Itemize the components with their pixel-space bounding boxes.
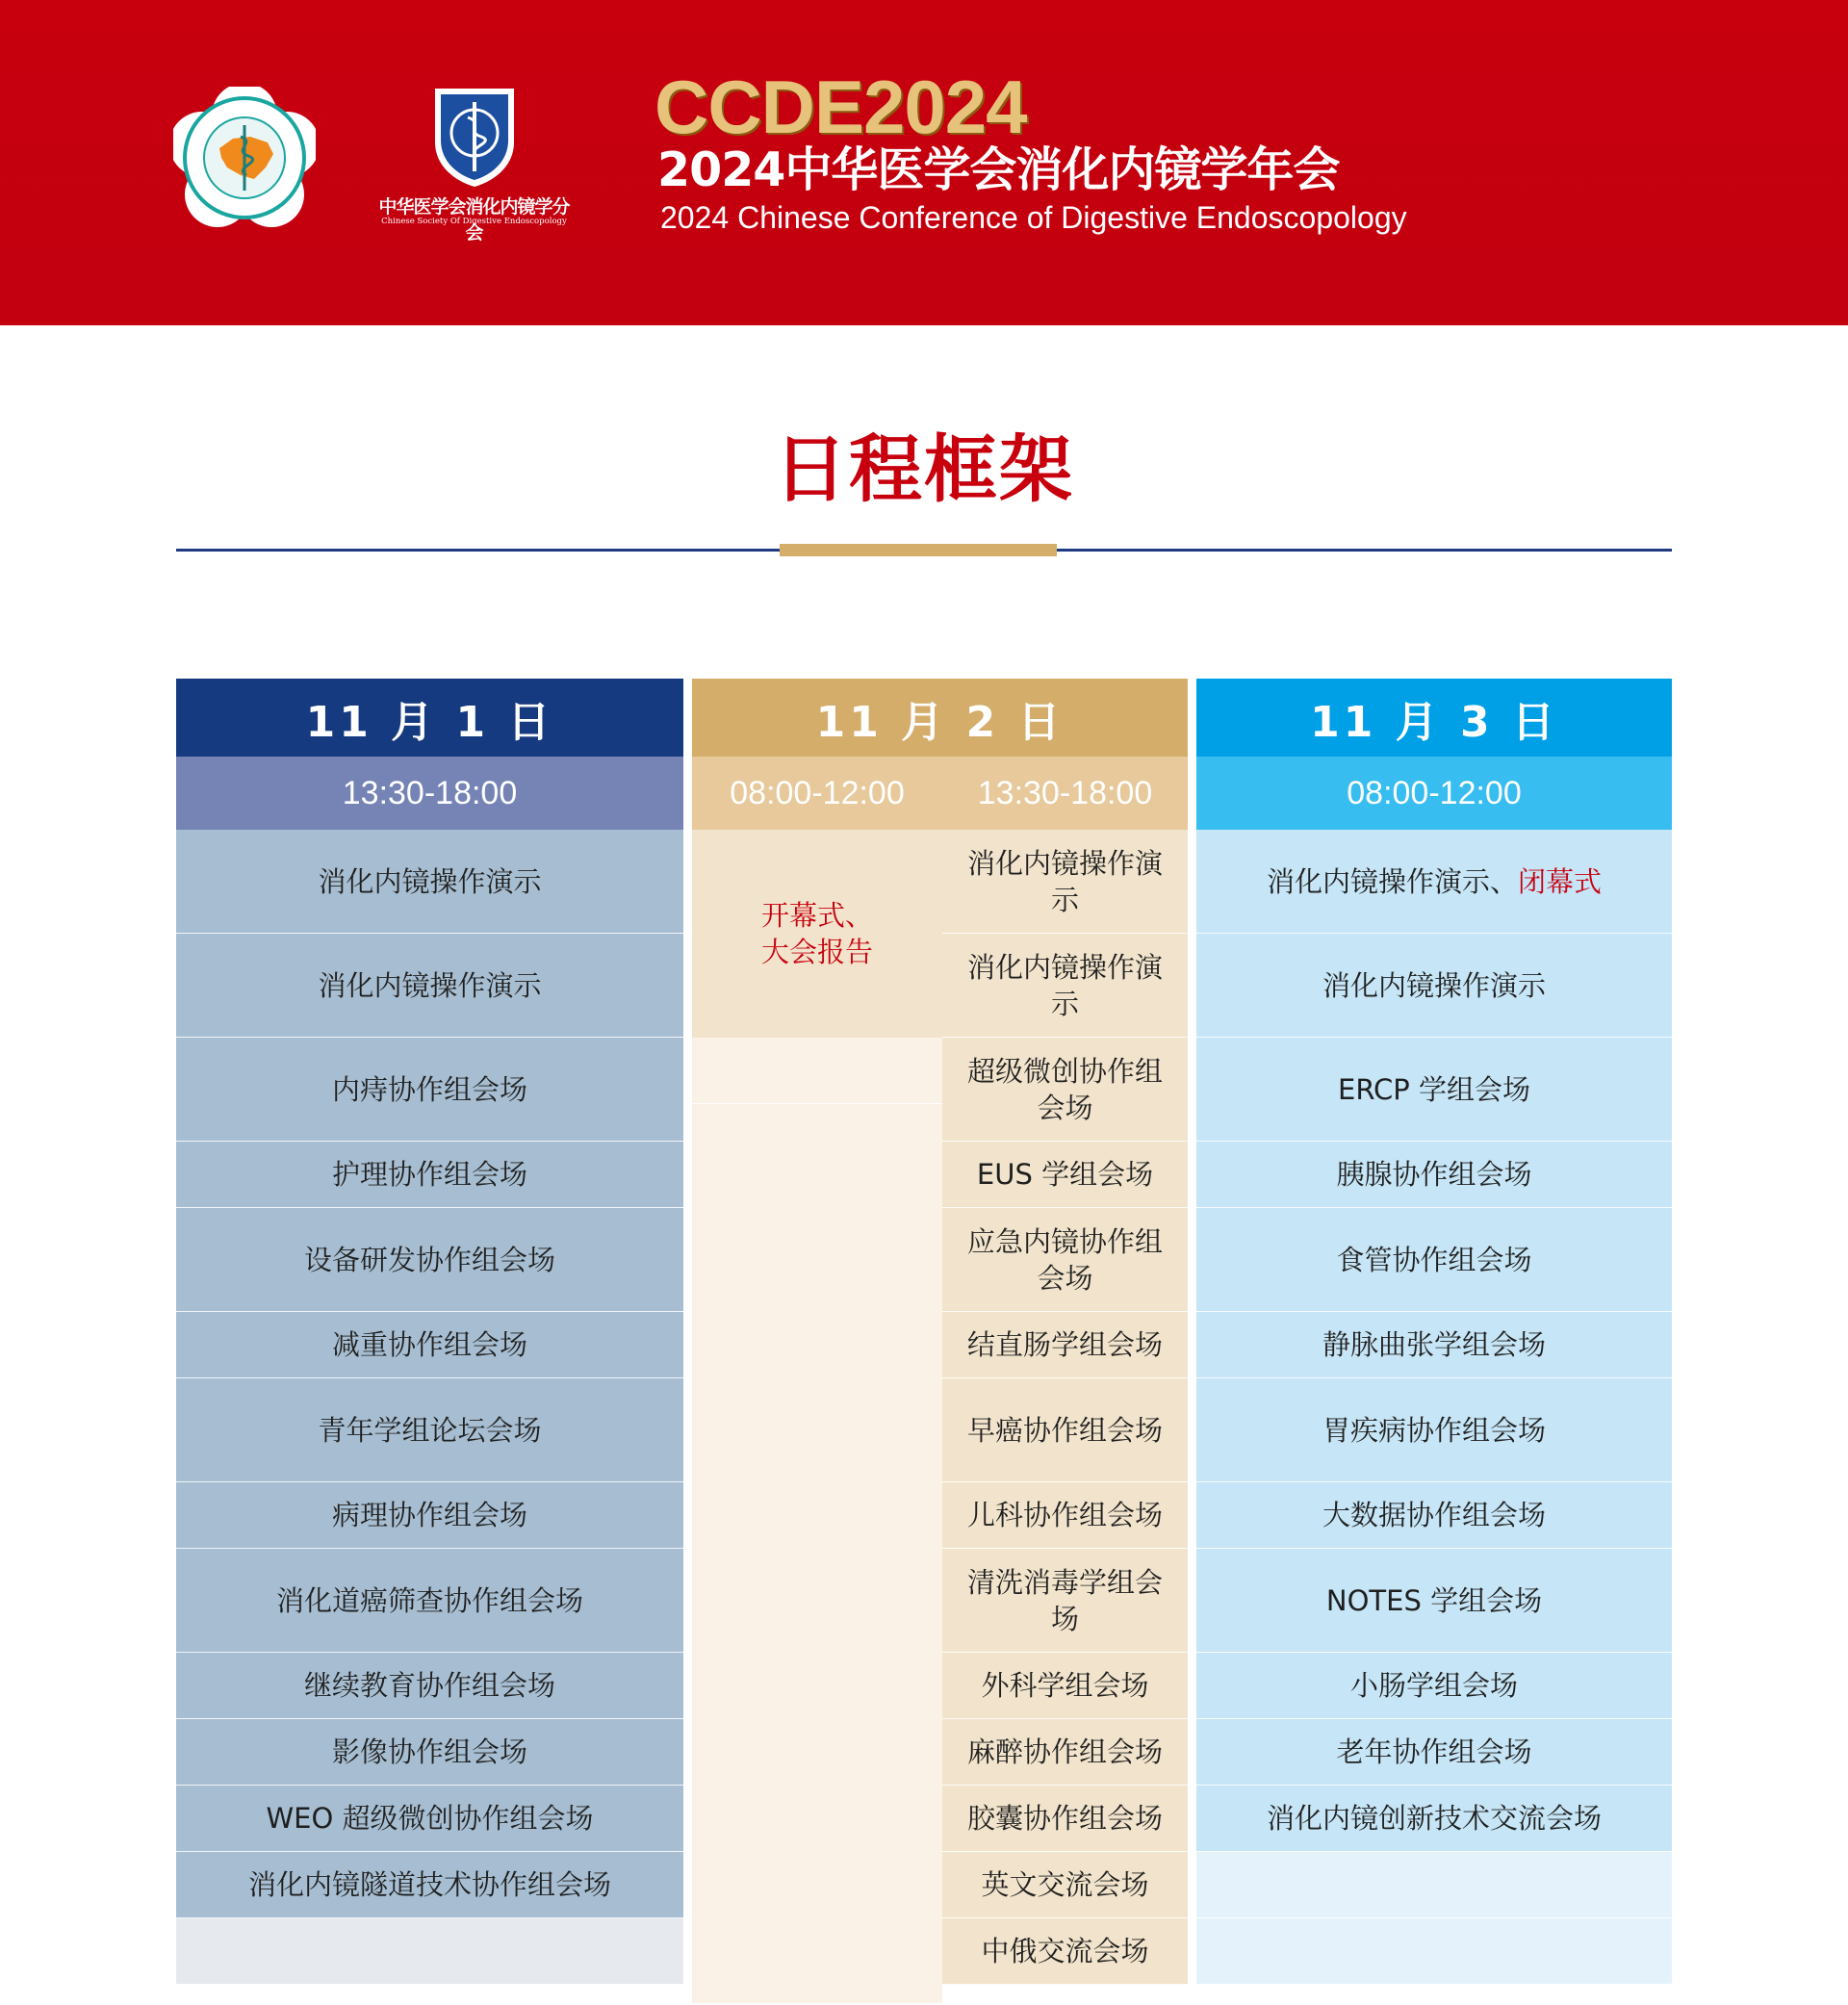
day2-row: 超级微创协作组会场 [942, 1038, 1188, 1142]
day1-row: 继续教育协作组会场 [176, 1653, 683, 1719]
day2-time-pm: 13:30-18:00 [942, 757, 1188, 830]
day3-row: 食管协作组会场 [1196, 1208, 1672, 1312]
day1-header: 11 月 1 日 [176, 679, 683, 757]
day1-row: 内痔协作组会场 [176, 1038, 683, 1142]
day3-row: 胰腺协作组会场 [1196, 1142, 1672, 1208]
cma-logo [173, 87, 316, 229]
day3-row: 小肠学组会场 [1196, 1653, 1672, 1719]
day2-time-am: 08:00-12:00 [692, 757, 942, 830]
day1-empty-row [176, 1918, 683, 1985]
day2-am-empty [692, 1038, 942, 1104]
day2-row: 消化内镜操作演示 [942, 934, 1188, 1038]
day1-row: 护理协作组会场 [176, 1142, 683, 1208]
csde-logo [371, 85, 578, 244]
day3-empty-row [1196, 1852, 1672, 1918]
day3-empty-row [1196, 1918, 1672, 1985]
day3-row: 消化内镜创新技术交流会场 [1196, 1786, 1672, 1852]
day1-row: 青年学组论坛会场 [176, 1378, 683, 1482]
day1-row: 设备研发协作组会场 [176, 1208, 683, 1312]
day3-row: ERCP 学组会场 [1196, 1038, 1672, 1142]
day2-row: 早癌协作组会场 [942, 1378, 1188, 1482]
csde-logo-text: 中华医学会消化内镜学分会 [378, 196, 570, 244]
header-banner [0, 0, 1848, 325]
day1-row: 减重协作组会场 [176, 1312, 683, 1378]
day2-row: 消化内镜操作演示 [942, 830, 1188, 934]
conference-title-en: 2024 Chinese Conference of Digestive Endoscopology [660, 200, 1407, 235]
day2-row: 应急内镜协作组会场 [942, 1208, 1188, 1312]
day3-row: NOTES 学组会场 [1196, 1549, 1672, 1653]
day2-row: 麻醉协作组会场 [942, 1719, 1188, 1786]
csde-logo-subtext: Chinese Society Of Digestive Endoscopology [381, 217, 567, 226]
day1-row: 病理协作组会场 [176, 1482, 683, 1549]
brand-wordmark: CCDE2024 [654, 64, 1027, 149]
day3-row: 消化内镜操作演示 [1196, 934, 1672, 1038]
day2-row: EUS 学组会场 [942, 1142, 1188, 1208]
day1-row: 消化内镜操作演示 [176, 934, 683, 1038]
day1-row: 影像协作组会场 [176, 1719, 683, 1786]
day2-opening-ceremony: 开幕式、 大会报告 [692, 830, 942, 1038]
section-title: 日程框架 [774, 426, 1074, 512]
day3-row: 静脉曲张学组会场 [1196, 1312, 1672, 1378]
day1-row: 消化内镜隧道技术协作组会场 [176, 1852, 683, 1918]
day3-row: 胃疾病协作组会场 [1196, 1378, 1672, 1482]
day2-row: 清洗消毒学组会场 [942, 1549, 1188, 1653]
day2-row: 外科学组会场 [942, 1653, 1188, 1719]
closing-ceremony: 闭幕式 [1518, 864, 1603, 898]
day2-row: 中俄交流会场 [942, 1918, 1188, 1985]
day2-row: 结直肠学组会场 [942, 1312, 1188, 1378]
day3-first-row-text: 消化内镜操作演示、 [1266, 864, 1518, 898]
day3-row: 老年协作组会场 [1196, 1719, 1672, 1786]
day1-time: 13:30-18:00 [176, 757, 683, 830]
day2-header: 11 月 2 日 [692, 679, 1188, 757]
day3-row-closing [1196, 830, 1672, 934]
day2-row: 胶囊协作组会场 [942, 1786, 1188, 1852]
day3-row: 大数据协作组会场 [1196, 1482, 1672, 1549]
title-divider-accent [780, 544, 1057, 556]
day2-row: 儿科协作组会场 [942, 1482, 1188, 1549]
day1-row: 消化内镜操作演示 [176, 830, 683, 934]
day2-row: 英文交流会场 [942, 1852, 1188, 1918]
day3-header: 11 月 3 日 [1196, 679, 1672, 757]
day1-row: WEO 超级微创协作组会场 [176, 1786, 683, 1852]
day2-am-empty [692, 1104, 942, 2004]
day3-time: 08:00-12:00 [1196, 757, 1672, 830]
day1-row: 消化道癌筛查协作组会场 [176, 1549, 683, 1653]
conference-title-cn: 2024中华医学会消化内镜学年会 [657, 142, 1340, 197]
